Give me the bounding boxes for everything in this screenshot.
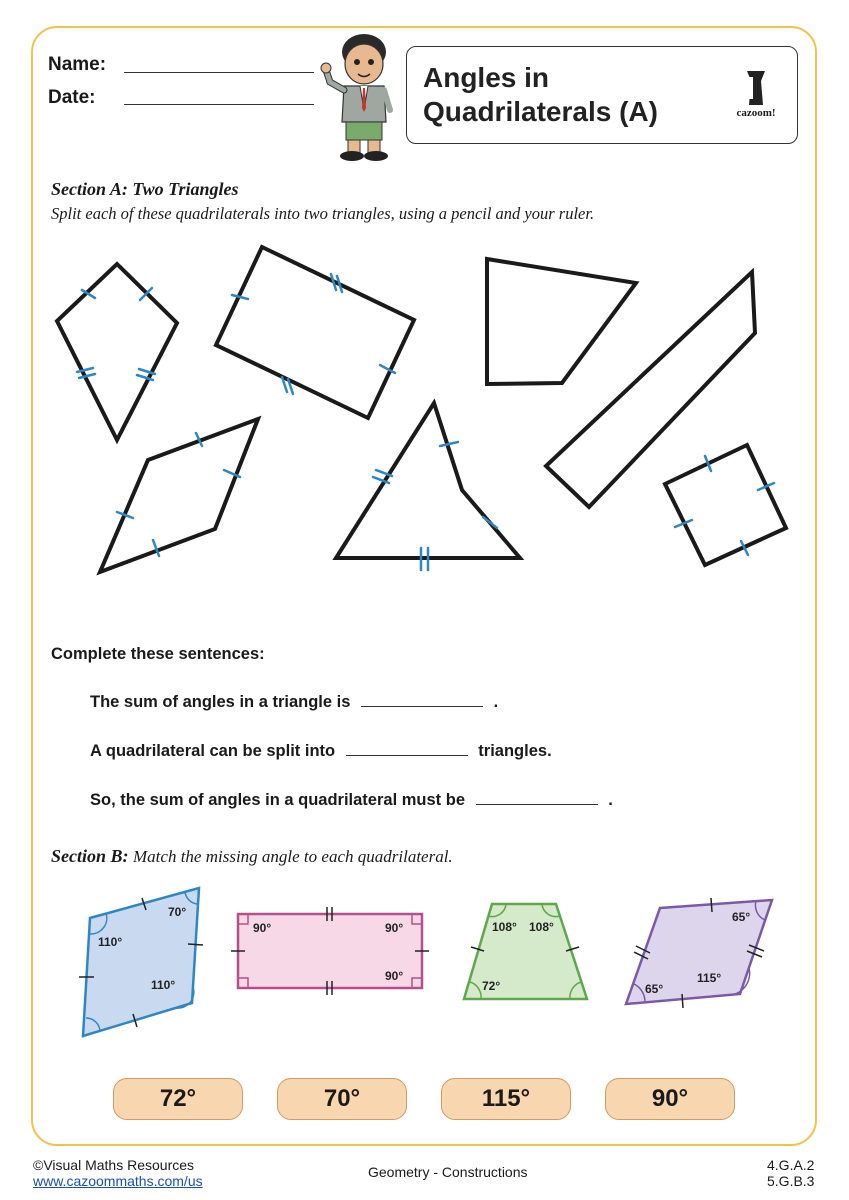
answer-choice-1[interactable]: 72° [113, 1078, 243, 1120]
title-line1: Angles in [423, 62, 550, 93]
shape2-angle-b: 90° [385, 921, 404, 935]
shape4-angle-a: 65° [732, 910, 751, 924]
matching-shape-3 [464, 904, 587, 999]
section-b-label: Section B: [51, 846, 129, 866]
sentence-2-text: A quadrilateral can be split into [90, 742, 336, 760]
shape1-angle-b: 110° [98, 935, 123, 949]
shape1-angle-a: 70° [168, 905, 187, 919]
website-link[interactable]: www.cazoommaths.com/us [33, 1173, 203, 1189]
answer-choice-2[interactable]: 70° [277, 1078, 407, 1120]
copyright-text: ©Visual Maths Resources [33, 1157, 195, 1173]
shape3-angle-b: 108° [529, 920, 554, 934]
shape4-angle-b: 115° [697, 971, 722, 985]
matching-shape-1 [79, 888, 203, 1036]
topic-text: Geometry - Constructions [368, 1164, 528, 1180]
sentence-3-end: . [608, 791, 613, 809]
answer-choice-3[interactable]: 115° [441, 1078, 571, 1120]
matching-shape-4 [626, 898, 772, 1008]
sentences-intro: Complete these sentences: [51, 645, 265, 663]
logo-text: cazoom! [736, 107, 776, 119]
shape2-angle-a: 90° [253, 921, 272, 935]
shape1-angle-c: 110° [151, 978, 176, 992]
shape2-angle-c: 90° [385, 969, 404, 983]
shape4-angle-c: 65° [645, 982, 664, 996]
section-a-instruction: Split each of these quadrilaterals into two triangles, using a pencil and your ruler. [51, 204, 595, 223]
standard-code-2: 5.G.B.3 [767, 1173, 815, 1189]
name-label: Name: [48, 54, 107, 75]
answer-choice-4[interactable]: 90° [605, 1078, 735, 1120]
sentence-3-text: So, the sum of angles in a quadrilateral must be [90, 791, 465, 809]
matching-shape-2 [231, 907, 429, 995]
sentence-1-text: The sum of angles in a triangle is [90, 693, 351, 711]
standard-code-1: 4.G.A.2 [767, 1157, 815, 1173]
section-b-instruction: Match the missing angle to each quadrilateral. [133, 847, 453, 866]
sentence-1-end: . [493, 693, 499, 711]
title-line2: Quadrilaterals (A) [423, 96, 658, 127]
shape3-angle-a: 108° [492, 920, 517, 934]
section-a-heading: Section A: Two Triangles [51, 179, 239, 199]
sentence-2-end: triangles. [478, 742, 552, 760]
date-label: Date: [48, 87, 96, 108]
shape3-angle-c: 72° [482, 979, 501, 993]
